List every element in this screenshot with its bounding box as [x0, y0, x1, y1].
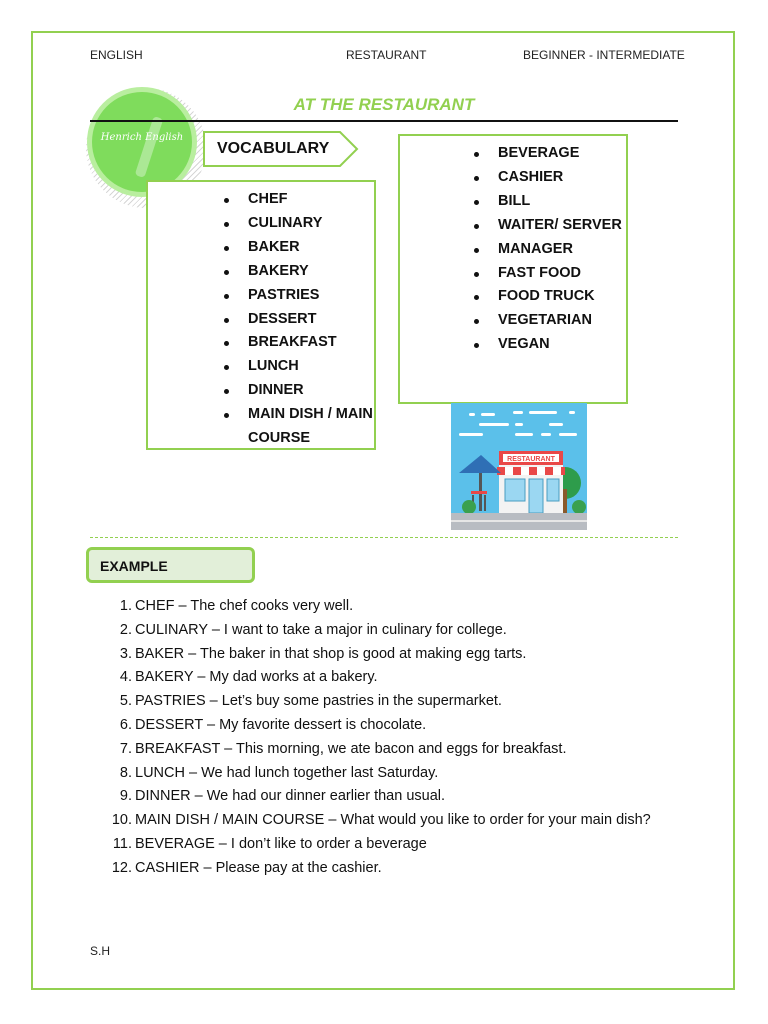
vocabulary-item: MAIN DISH / MAIN COURSE — [224, 403, 374, 451]
example-item — [0, 738, 700, 762]
example-item — [0, 857, 700, 881]
header-level: BEGINNER - INTERMEDIATE — [523, 48, 685, 62]
example-sentence: DESSERT – My favorite dessert is chocolate. — [135, 716, 427, 733]
restaurant-sign-text: RESTAURANT — [507, 456, 555, 463]
vocabulary-item: VEGAN — [474, 333, 624, 357]
title-rule — [90, 120, 678, 122]
vocabulary-item: BAKER — [224, 236, 374, 260]
example-list — [0, 595, 700, 881]
example-item — [0, 619, 700, 643]
vocabulary-tag — [203, 131, 359, 167]
example-sentence: LUNCH – We had lunch together last Saturday. — [135, 764, 439, 781]
example-number: 4. — [119, 669, 132, 686]
example-item — [0, 762, 700, 786]
example-number: 5. — [119, 693, 132, 710]
example-sentence: BAKER – The baker in that shop is good at making egg tarts. — [135, 645, 527, 662]
vocabulary-item: VEGETARIAN — [474, 309, 624, 333]
vocabulary-item: CULINARY — [224, 212, 374, 236]
example-sentence: PASTRIES – Let’s buy some pastries in the supermarket. — [135, 693, 502, 710]
vocabulary-item: PASTRIES — [224, 284, 374, 308]
example-number: 8. — [119, 764, 132, 781]
vocabulary-list-left — [224, 188, 374, 451]
page-title: AT THE RESTAURANT — [293, 95, 475, 114]
vocabulary-item: BEVERAGE — [474, 142, 624, 166]
example-sentence: CASHIER – Please pay at the cashier. — [135, 859, 382, 876]
example-item — [0, 809, 700, 833]
header-subject: ENGLISH — [90, 48, 143, 62]
example-number: 12. — [111, 859, 132, 876]
logo-mark — [135, 116, 164, 178]
example-item — [0, 690, 700, 714]
vocabulary-item: CHEF — [224, 188, 374, 212]
section-divider — [90, 537, 678, 538]
vocabulary-item: FAST FOOD — [474, 262, 624, 286]
example-item — [0, 595, 700, 619]
example-number: 11. — [112, 835, 132, 852]
example-sentence: DINNER – We had our dinner earlier than usual. — [135, 788, 446, 805]
example-item — [0, 643, 700, 667]
vocabulary-item: BAKERY — [224, 260, 374, 284]
vocabulary-label: VOCABULARY — [217, 140, 330, 157]
vocabulary-box-right — [398, 134, 628, 404]
example-heading-box — [86, 547, 255, 583]
footer-initials: S.H — [90, 944, 111, 958]
example-item — [0, 785, 700, 809]
example-number: 7. — [119, 740, 132, 757]
example-number: 6. — [119, 716, 132, 733]
example-number: 3. — [119, 645, 132, 662]
vocabulary-item: BILL — [474, 190, 624, 214]
vocabulary-item: DINNER — [224, 379, 374, 403]
example-sentence: BEVERAGE – I don’t like to order a beverage — [135, 835, 427, 852]
vocabulary-item: LUNCH — [224, 355, 374, 379]
example-sentence: BAKERY – My dad works at a bakery. — [135, 669, 378, 686]
vocabulary-item: DESSERT — [224, 308, 374, 332]
example-number: 2. — [119, 621, 132, 638]
example-item — [0, 833, 700, 857]
vocabulary-item: MANAGER — [474, 238, 624, 262]
example-sentence: MAIN DISH / MAIN COURSE – What would you like to order for your main dish? — [135, 812, 651, 829]
example-number: 10. — [111, 812, 132, 829]
vocabulary-item: CASHIER — [474, 166, 624, 190]
example-sentence: BREAKFAST – This morning, we ate bacon and eggs for breakfast. — [135, 740, 567, 757]
example-number: 1. — [119, 598, 132, 614]
example-label: EXAMPLE — [100, 558, 168, 574]
vocabulary-box-left — [146, 180, 376, 450]
vocabulary-item: FOOD TRUCK — [474, 285, 624, 309]
example-item — [0, 666, 700, 690]
logo-text: Henrich English — [100, 132, 184, 143]
example-sentence: CULINARY – I want to take a major in culinary for college. — [135, 621, 507, 638]
restaurant-illustration — [451, 403, 587, 530]
example-sentence: CHEF – The chef cooks very well. — [135, 598, 354, 614]
vocabulary-item: BREAKFAST — [224, 331, 374, 355]
example-item — [0, 714, 700, 738]
vocabulary-list-right — [474, 142, 624, 357]
vocabulary-item: WAITER/ SERVER — [474, 214, 624, 238]
example-number: 9. — [119, 788, 132, 805]
header-topic: RESTAURANT — [346, 48, 427, 62]
